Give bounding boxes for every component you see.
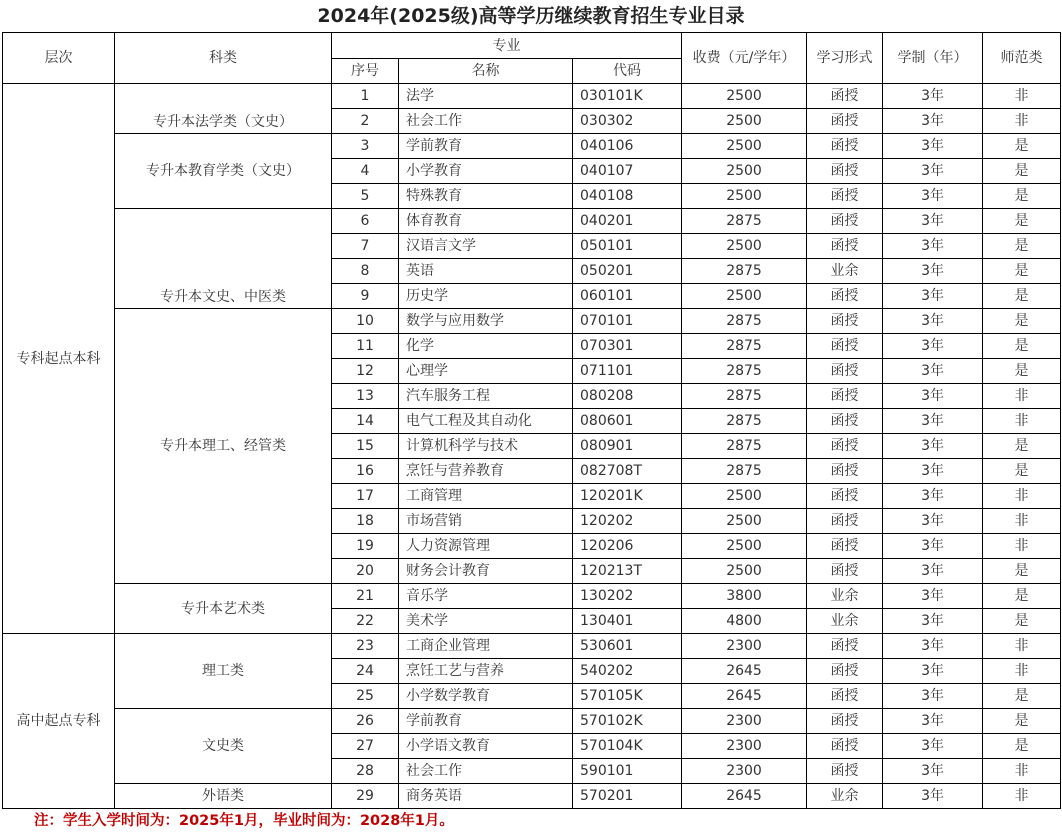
major-code-cell: 130401 xyxy=(573,609,682,634)
duration-cell: 3年 xyxy=(883,359,983,384)
major-code-cell: 040201 xyxy=(573,209,682,234)
major-code-cell: 530601 xyxy=(573,634,682,659)
major-code-cell: 071101 xyxy=(573,359,682,384)
duration-cell: 3年 xyxy=(883,309,983,334)
fee-cell: 2500 xyxy=(682,509,807,534)
study-mode-cell: 业余 xyxy=(807,784,883,809)
normal-class-cell: 是 xyxy=(983,209,1061,234)
fee-cell: 2875 xyxy=(682,409,807,434)
seq-cell: 9 xyxy=(332,284,399,309)
normal-class-cell: 是 xyxy=(983,134,1061,159)
seq-cell: 24 xyxy=(332,659,399,684)
major-code-cell: 570201 xyxy=(573,784,682,809)
fee-cell: 2875 xyxy=(682,309,807,334)
major-name-cell: 汽车服务工程 xyxy=(399,384,573,409)
major-code-cell: 080208 xyxy=(573,384,682,409)
major-name-cell: 财务会计教育 xyxy=(399,559,573,584)
duration-cell: 3年 xyxy=(883,84,983,109)
fee-cell: 2875 xyxy=(682,209,807,234)
seq-cell: 3 xyxy=(332,134,399,159)
fee-cell: 2300 xyxy=(682,709,807,734)
seq-cell: 16 xyxy=(332,459,399,484)
duration-cell: 3年 xyxy=(883,709,983,734)
normal-class-cell: 是 xyxy=(983,184,1061,209)
major-name-cell: 音乐学 xyxy=(399,584,573,609)
fee-cell: 2645 xyxy=(682,684,807,709)
duration-cell: 3年 xyxy=(883,184,983,209)
study-mode-cell: 函授 xyxy=(807,559,883,584)
fee-cell: 2875 xyxy=(682,459,807,484)
major-code-cell: 080901 xyxy=(573,434,682,459)
study-mode-cell: 函授 xyxy=(807,484,883,509)
fee-cell: 2500 xyxy=(682,134,807,159)
seq-cell: 18 xyxy=(332,509,399,534)
major-code-cell: 570104K xyxy=(573,734,682,759)
fee-cell: 2875 xyxy=(682,434,807,459)
normal-class-cell: 是 xyxy=(983,684,1061,709)
major-code-cell: 590101 xyxy=(573,759,682,784)
study-mode-cell: 业余 xyxy=(807,584,883,609)
major-code-cell: 050101 xyxy=(573,234,682,259)
normal-class-cell: 非 xyxy=(983,534,1061,559)
normal-class-cell: 是 xyxy=(983,234,1061,259)
category-cell: 专升本教育学类（文史） xyxy=(115,134,332,209)
fee-cell: 4800 xyxy=(682,609,807,634)
seq-cell: 17 xyxy=(332,484,399,509)
study-mode-cell: 函授 xyxy=(807,684,883,709)
fee-cell: 3800 xyxy=(682,584,807,609)
level-cell: 高中起点专科 xyxy=(3,634,115,809)
seq-cell: 20 xyxy=(332,559,399,584)
seq-cell: 7 xyxy=(332,234,399,259)
normal-class-cell: 非 xyxy=(983,409,1061,434)
normal-class-cell: 是 xyxy=(983,359,1061,384)
normal-class-cell: 是 xyxy=(983,609,1061,634)
study-mode-cell: 函授 xyxy=(807,659,883,684)
major-name-cell: 工商企业管理 xyxy=(399,634,573,659)
major-name-cell: 体育教育 xyxy=(399,209,573,234)
normal-class-cell: 是 xyxy=(983,584,1061,609)
normal-class-cell: 是 xyxy=(983,434,1061,459)
study-mode-cell: 函授 xyxy=(807,184,883,209)
major-code-cell: 050201 xyxy=(573,259,682,284)
fee-cell: 2875 xyxy=(682,334,807,359)
header-duration: 学制（年） xyxy=(883,33,983,84)
major-name-cell: 小学数学教育 xyxy=(399,684,573,709)
duration-cell: 3年 xyxy=(883,784,983,809)
major-code-cell: 082708T xyxy=(573,459,682,484)
major-code-cell: 120213T xyxy=(573,559,682,584)
seq-cell: 27 xyxy=(332,734,399,759)
major-name-cell: 英语 xyxy=(399,259,573,284)
major-code-cell: 120206 xyxy=(573,534,682,559)
fee-cell: 2500 xyxy=(682,559,807,584)
duration-cell: 3年 xyxy=(883,459,983,484)
major-name-cell: 汉语言文学 xyxy=(399,234,573,259)
major-name-cell: 化学 xyxy=(399,334,573,359)
normal-class-cell: 非 xyxy=(983,509,1061,534)
major-name-cell: 数学与应用数学 xyxy=(399,309,573,334)
header-fee: 收费（元/学年） xyxy=(682,33,807,84)
major-name-cell: 小学教育 xyxy=(399,159,573,184)
category-cell: 外语类 xyxy=(115,784,332,809)
fee-cell: 2500 xyxy=(682,484,807,509)
fee-cell: 2875 xyxy=(682,384,807,409)
duration-cell: 3年 xyxy=(883,209,983,234)
normal-class-cell: 是 xyxy=(983,334,1061,359)
fee-cell: 2500 xyxy=(682,284,807,309)
major-name-cell: 烹饪与营养教育 xyxy=(399,459,573,484)
seq-cell: 11 xyxy=(332,334,399,359)
major-code-cell: 120201K xyxy=(573,484,682,509)
major-name-cell: 学前教育 xyxy=(399,709,573,734)
table-row xyxy=(3,84,1061,109)
header-name: 名称 xyxy=(399,59,573,84)
fee-cell: 2500 xyxy=(682,84,807,109)
study-mode-cell: 函授 xyxy=(807,159,883,184)
major-code-cell: 060101 xyxy=(573,284,682,309)
major-name-cell: 计算机科学与技术 xyxy=(399,434,573,459)
table-row xyxy=(3,709,1061,734)
fee-cell: 2645 xyxy=(682,784,807,809)
normal-class-cell: 是 xyxy=(983,284,1061,309)
header-normal: 师范类 xyxy=(983,33,1061,84)
major-code-cell: 040107 xyxy=(573,159,682,184)
seq-cell: 10 xyxy=(332,309,399,334)
seq-cell: 15 xyxy=(332,434,399,459)
fee-cell: 2645 xyxy=(682,659,807,684)
duration-cell: 3年 xyxy=(883,759,983,784)
study-mode-cell: 函授 xyxy=(807,109,883,134)
duration-cell: 3年 xyxy=(883,134,983,159)
seq-cell: 4 xyxy=(332,159,399,184)
category-cell: 文史类 xyxy=(115,709,332,784)
study-mode-cell: 函授 xyxy=(807,534,883,559)
normal-class-cell: 是 xyxy=(983,159,1061,184)
category-cell: 理工类 xyxy=(115,634,332,709)
table-row xyxy=(3,584,1061,609)
duration-cell: 3年 xyxy=(883,284,983,309)
study-mode-cell: 函授 xyxy=(807,359,883,384)
major-code-cell: 080601 xyxy=(573,409,682,434)
table-row xyxy=(3,309,1061,334)
major-name-cell: 心理学 xyxy=(399,359,573,384)
major-name-cell: 美术学 xyxy=(399,609,573,634)
normal-class-cell: 非 xyxy=(983,784,1061,809)
header-seq: 序号 xyxy=(332,59,399,84)
normal-class-cell: 非 xyxy=(983,384,1061,409)
table-row xyxy=(3,634,1061,659)
major-name-cell: 商务英语 xyxy=(399,784,573,809)
major-name-cell: 法学 xyxy=(399,84,573,109)
duration-cell: 3年 xyxy=(883,584,983,609)
normal-class-cell: 非 xyxy=(983,109,1061,134)
study-mode-cell: 函授 xyxy=(807,709,883,734)
seq-cell: 25 xyxy=(332,684,399,709)
duration-cell: 3年 xyxy=(883,384,983,409)
seq-cell: 2 xyxy=(332,109,399,134)
header-category: 科类 xyxy=(115,33,332,84)
level-cell: 专科起点本科 xyxy=(3,84,115,634)
study-mode-cell: 函授 xyxy=(807,734,883,759)
normal-class-cell: 非 xyxy=(983,759,1061,784)
header-mode: 学习形式 xyxy=(807,33,883,84)
major-catalog-table xyxy=(2,32,1061,809)
study-mode-cell: 函授 xyxy=(807,284,883,309)
duration-cell: 3年 xyxy=(883,559,983,584)
duration-cell: 3年 xyxy=(883,534,983,559)
study-mode-cell: 函授 xyxy=(807,434,883,459)
header-row-1 xyxy=(3,33,1061,59)
page-title: 2024年(2025级)高等学历继续教育招生专业目录 xyxy=(317,5,745,27)
duration-cell: 3年 xyxy=(883,659,983,684)
duration-cell: 3年 xyxy=(883,684,983,709)
duration-cell: 3年 xyxy=(883,434,983,459)
seq-cell: 22 xyxy=(332,609,399,634)
fee-cell: 2300 xyxy=(682,759,807,784)
study-mode-cell: 函授 xyxy=(807,759,883,784)
seq-cell: 8 xyxy=(332,259,399,284)
study-mode-cell: 函授 xyxy=(807,634,883,659)
duration-cell: 3年 xyxy=(883,159,983,184)
major-code-cell: 040108 xyxy=(573,184,682,209)
major-code-cell: 030101K xyxy=(573,84,682,109)
major-name-cell: 小学语文教育 xyxy=(399,734,573,759)
normal-class-cell: 非 xyxy=(983,84,1061,109)
duration-cell: 3年 xyxy=(883,509,983,534)
duration-cell: 3年 xyxy=(883,634,983,659)
major-name-cell: 人力资源管理 xyxy=(399,534,573,559)
normal-class-cell: 非 xyxy=(983,659,1061,684)
major-code-cell: 070101 xyxy=(573,309,682,334)
table-row xyxy=(3,134,1061,159)
normal-class-cell: 是 xyxy=(983,559,1061,584)
duration-cell: 3年 xyxy=(883,334,983,359)
category-cell: 专升本文史、中医类 xyxy=(115,209,332,309)
seq-cell: 12 xyxy=(332,359,399,384)
normal-class-cell: 是 xyxy=(983,309,1061,334)
study-mode-cell: 函授 xyxy=(807,509,883,534)
major-name-cell: 特殊教育 xyxy=(399,184,573,209)
table-row xyxy=(3,784,1061,809)
seq-cell: 1 xyxy=(332,84,399,109)
duration-cell: 3年 xyxy=(883,734,983,759)
seq-cell: 29 xyxy=(332,784,399,809)
major-name-cell: 工商管理 xyxy=(399,484,573,509)
normal-class-cell: 非 xyxy=(983,484,1061,509)
major-name-cell: 学前教育 xyxy=(399,134,573,159)
duration-cell: 3年 xyxy=(883,409,983,434)
fee-cell: 2875 xyxy=(682,359,807,384)
normal-class-cell: 是 xyxy=(983,259,1061,284)
seq-cell: 28 xyxy=(332,759,399,784)
major-code-cell: 030302 xyxy=(573,109,682,134)
major-name-cell: 社会工作 xyxy=(399,759,573,784)
major-code-cell: 570105K xyxy=(573,684,682,709)
major-name-cell: 社会工作 xyxy=(399,109,573,134)
fee-cell: 2300 xyxy=(682,634,807,659)
study-mode-cell: 函授 xyxy=(807,334,883,359)
study-mode-cell: 业余 xyxy=(807,259,883,284)
major-name-cell: 历史学 xyxy=(399,284,573,309)
duration-cell: 3年 xyxy=(883,609,983,634)
header-level: 层次 xyxy=(3,33,115,84)
seq-cell: 19 xyxy=(332,534,399,559)
major-code-cell: 130202 xyxy=(573,584,682,609)
duration-cell: 3年 xyxy=(883,109,983,134)
major-code-cell: 540202 xyxy=(573,659,682,684)
seq-cell: 23 xyxy=(332,634,399,659)
fee-cell: 2500 xyxy=(682,109,807,134)
category-cell: 专升本法学类（文史） xyxy=(115,84,332,134)
major-name-cell: 电气工程及其自动化 xyxy=(399,409,573,434)
fee-cell: 2875 xyxy=(682,259,807,284)
normal-class-cell: 是 xyxy=(983,734,1061,759)
enrollment-note: 注：学生入学时间为：2025年1月，毕业时间为：2028年1月。 xyxy=(34,813,454,829)
duration-cell: 3年 xyxy=(883,234,983,259)
study-mode-cell: 函授 xyxy=(807,384,883,409)
seq-cell: 13 xyxy=(332,384,399,409)
seq-cell: 6 xyxy=(332,209,399,234)
seq-cell: 5 xyxy=(332,184,399,209)
study-mode-cell: 函授 xyxy=(807,234,883,259)
fee-cell: 2500 xyxy=(682,184,807,209)
major-name-cell: 市场营销 xyxy=(399,509,573,534)
fee-cell: 2300 xyxy=(682,734,807,759)
header-major: 专业 xyxy=(332,33,682,59)
category-cell: 专升本理工、经管类 xyxy=(115,309,332,584)
study-mode-cell: 函授 xyxy=(807,134,883,159)
fee-cell: 2500 xyxy=(682,534,807,559)
study-mode-cell: 函授 xyxy=(807,309,883,334)
fee-cell: 2500 xyxy=(682,159,807,184)
normal-class-cell: 非 xyxy=(983,634,1061,659)
seq-cell: 14 xyxy=(332,409,399,434)
table-row xyxy=(3,209,1061,234)
major-name-cell: 烹饪工艺与营养 xyxy=(399,659,573,684)
study-mode-cell: 函授 xyxy=(807,459,883,484)
study-mode-cell: 函授 xyxy=(807,409,883,434)
header-code: 代码 xyxy=(573,59,682,84)
study-mode-cell: 函授 xyxy=(807,209,883,234)
seq-cell: 21 xyxy=(332,584,399,609)
study-mode-cell: 业余 xyxy=(807,609,883,634)
duration-cell: 3年 xyxy=(883,259,983,284)
normal-class-cell: 是 xyxy=(983,459,1061,484)
major-code-cell: 070301 xyxy=(573,334,682,359)
study-mode-cell: 函授 xyxy=(807,84,883,109)
duration-cell: 3年 xyxy=(883,484,983,509)
normal-class-cell: 是 xyxy=(983,709,1061,734)
major-code-cell: 570102K xyxy=(573,709,682,734)
fee-cell: 2500 xyxy=(682,234,807,259)
major-code-cell: 120202 xyxy=(573,509,682,534)
seq-cell: 26 xyxy=(332,709,399,734)
major-code-cell: 040106 xyxy=(573,134,682,159)
category-cell: 专升本艺术类 xyxy=(115,584,332,634)
